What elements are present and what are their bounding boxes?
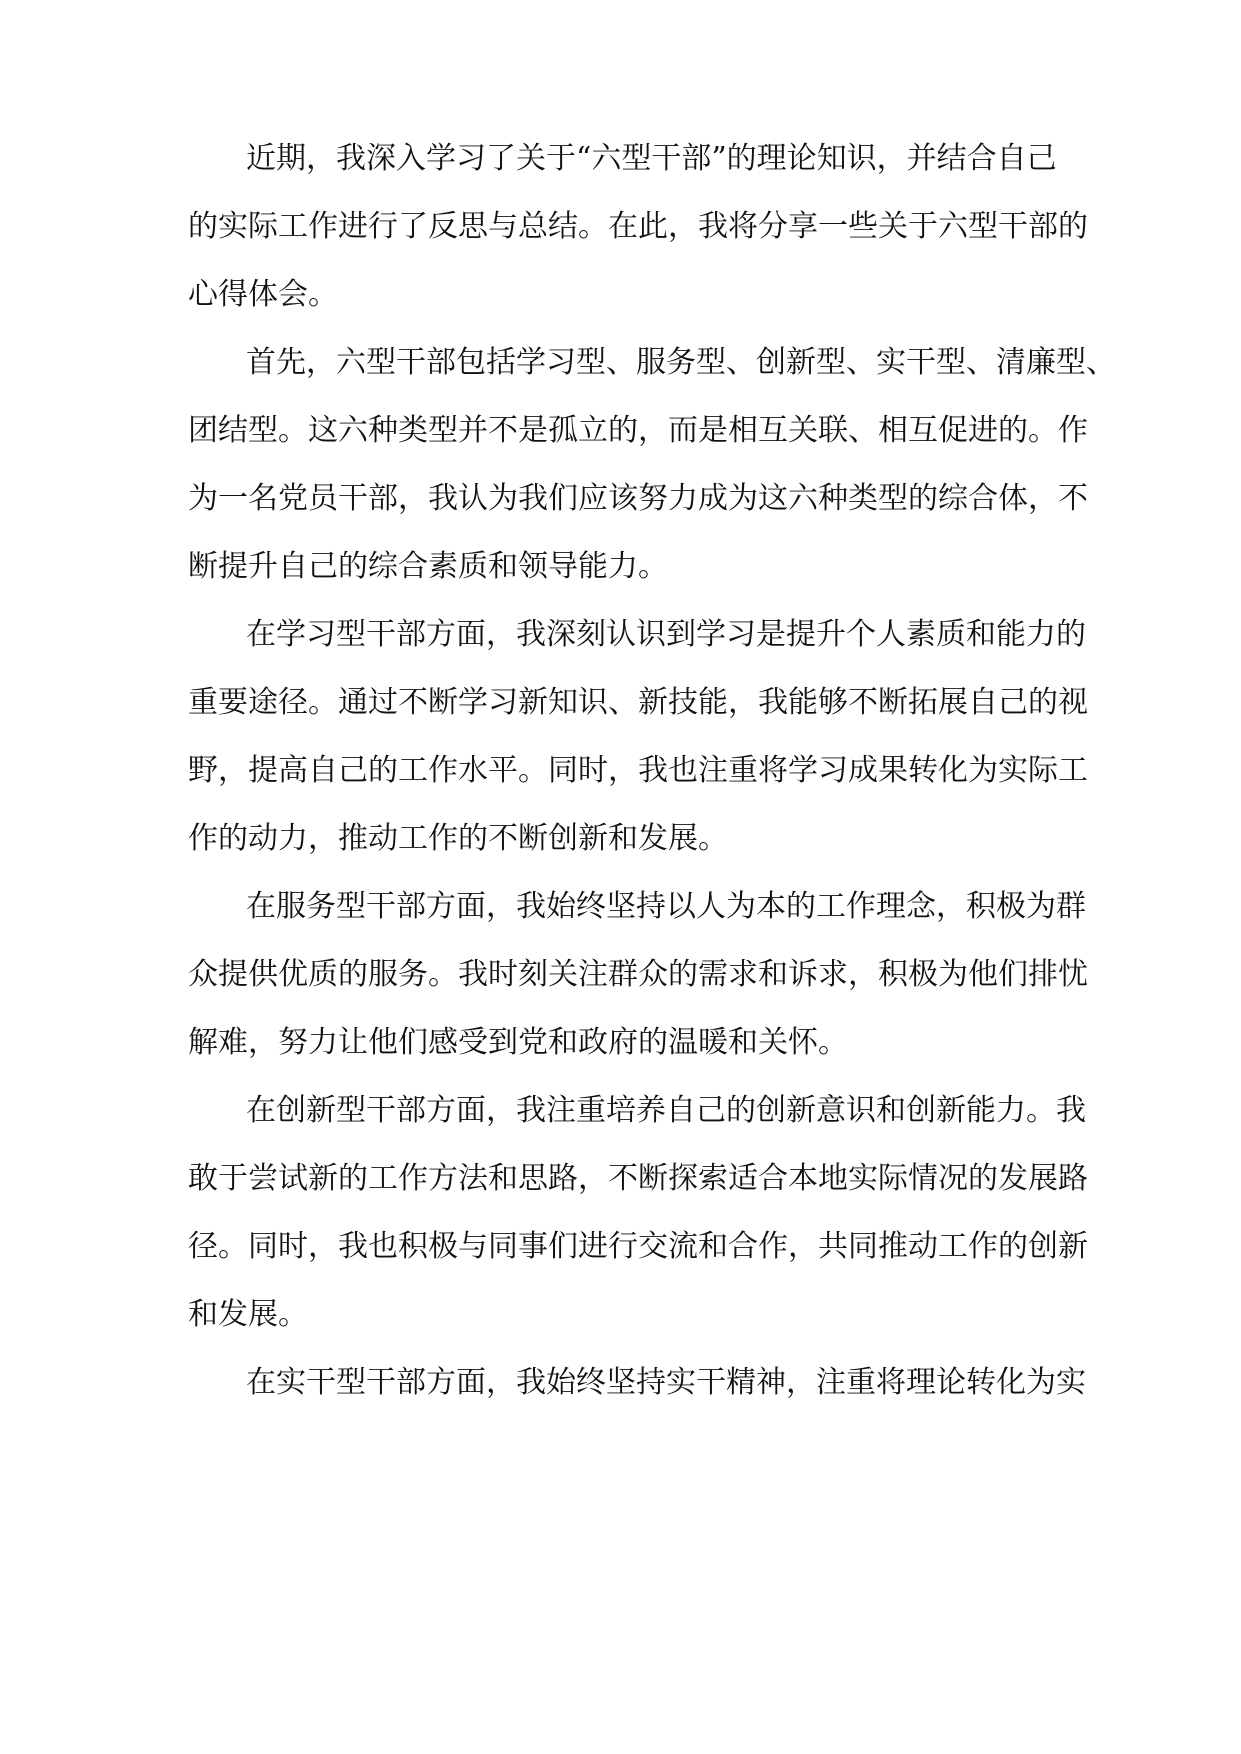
paragraph-4-line-3: 解难，努力让他们感受到党和政府的温暖和关怀。 bbox=[188, 1025, 848, 1060]
paragraph-3-line-2: 重要途径。通过不断学习新知识、新技能，我能够不断拓展自己的视 bbox=[188, 685, 1088, 720]
paragraph-5-line-2: 敢于尝试新的工作方法和思路，不断探索适合本地实际情况的发展路 bbox=[188, 1161, 1088, 1196]
paragraph-1-line-3: 心得体会。 bbox=[188, 277, 338, 312]
paragraph-3-line-4: 作的动力，推动工作的不断创新和发展。 bbox=[188, 821, 728, 856]
paragraph-2-line-1: 首先，六型干部包括学习型、服务型、创新型、实干型、清廉型、 bbox=[246, 345, 1116, 380]
paragraph-5-line-1: 在创新型干部方面，我注重培养自己的创新意识和创新能力。我 bbox=[246, 1093, 1086, 1128]
paragraph-6-line-1: 在实干型干部方面，我始终坚持实干精神，注重将理论转化为实 bbox=[246, 1365, 1086, 1400]
paragraph-5-line-3: 径。同时，我也积极与同事们进行交流和合作，共同推动工作的创新 bbox=[188, 1229, 1088, 1264]
paragraph-5-line-4: 和发展。 bbox=[188, 1297, 308, 1332]
paragraph-2-line-2: 团结型。这六种类型并不是孤立的，而是相互关联、相互促进的。作 bbox=[188, 413, 1088, 448]
paragraph-2-line-3: 为一名党员干部，我认为我们应该努力成为这六种类型的综合体，不 bbox=[188, 481, 1088, 516]
paragraph-3-line-3: 野，提高自己的工作水平。同时，我也注重将学习成果转化为实际工 bbox=[188, 753, 1088, 788]
paragraph-4-line-2: 众提供优质的服务。我时刻关注群众的需求和诉求，积极为他们排忧 bbox=[188, 957, 1088, 992]
paragraph-1-line-1: 近期，我深入学习了关于“六型干部”的理论知识，并结合自己 bbox=[246, 141, 1057, 176]
paragraph-3-line-1: 在学习型干部方面，我深刻认识到学习是提升个人素质和能力的 bbox=[246, 617, 1086, 652]
paragraph-2-line-4: 断提升自己的综合素质和领导能力。 bbox=[188, 549, 668, 584]
paragraph-4-line-1: 在服务型干部方面，我始终坚持以人为本的工作理念，积极为群 bbox=[246, 889, 1086, 924]
paragraph-1-line-2: 的实际工作进行了反思与总结。在此，我将分享一些关于六型干部的 bbox=[188, 209, 1088, 244]
